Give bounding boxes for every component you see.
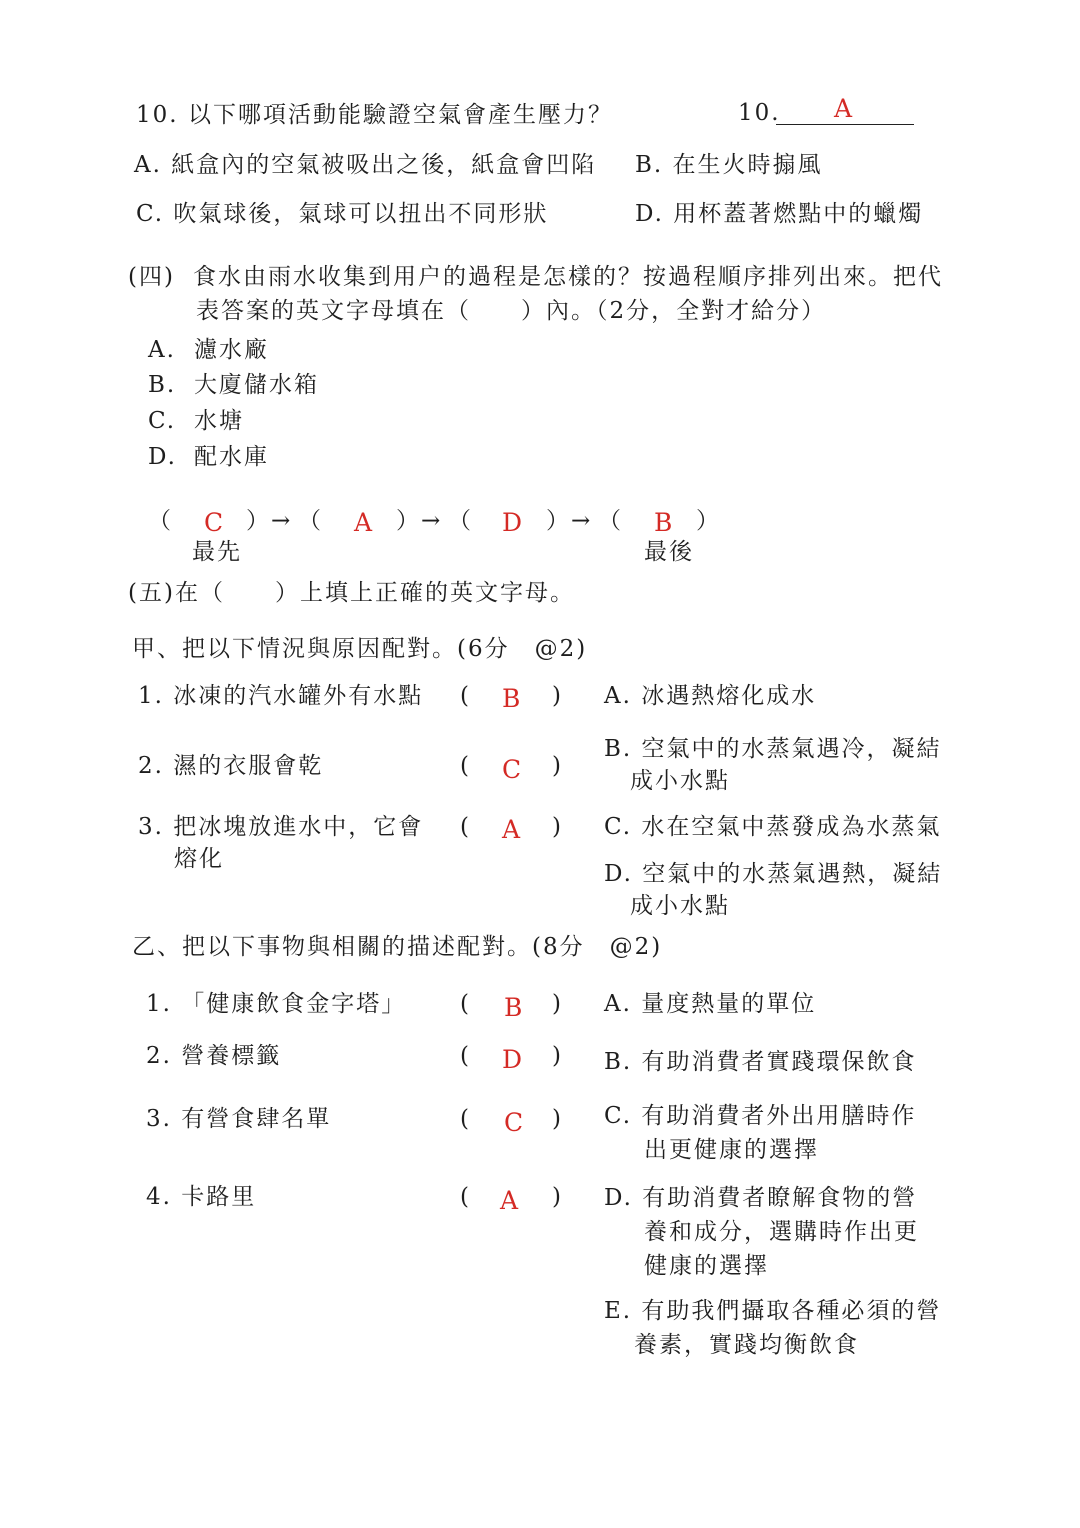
list-item-text: 濾水廠	[194, 337, 269, 363]
option-d: D. 用杯蓋著燃點中的蠟燭	[635, 201, 924, 227]
part-b-option: E. 有助我們攝取各種必須的營	[604, 1298, 942, 1324]
seq-close: ）→	[546, 508, 593, 534]
paren-close: )	[552, 1184, 563, 1210]
paren-open: (	[460, 991, 471, 1017]
part-a-item: 3. 把冰塊放進水中，它會	[138, 814, 424, 840]
seq-open: （	[448, 508, 473, 534]
part-a-title: 甲、把以下情況與原因配對。(6分 @2)	[132, 636, 588, 662]
seq-open: （	[298, 508, 323, 534]
part-b-item: 1. 「健康飲食金字塔」	[146, 991, 407, 1017]
paren-close: )	[552, 683, 563, 709]
answer-value: A	[834, 94, 855, 123]
first-label: 最先	[192, 539, 242, 565]
paren-open: (	[460, 1043, 471, 1069]
part-b-option-cont: 養素，實踐均衡飲食	[634, 1332, 859, 1358]
part-b-option: A. 量度熱量的單位	[604, 991, 817, 1017]
seq-answer: C	[204, 508, 226, 537]
section-label: (四)	[128, 264, 175, 290]
answer-number: 10.	[738, 100, 781, 126]
list-item-letter: C.	[148, 408, 177, 434]
part-b-option: B. 有助消費者實踐環保飲食	[604, 1049, 917, 1075]
part-b-answer: D	[502, 1045, 525, 1074]
paren-close: )	[552, 1043, 563, 1069]
paren-close: )	[552, 991, 563, 1017]
part-b-answer: A	[500, 1186, 521, 1215]
paren-close: )	[552, 1106, 563, 1132]
part-a-answer: A	[502, 815, 523, 844]
part-b-title: 乙、把以下事物與相關的描述配對。(8分 @2)	[132, 934, 663, 960]
part-a-option-cont: 成小水點	[630, 768, 730, 794]
option-b: B. 在生火時搧風	[635, 152, 823, 178]
question-text: 以下哪項活動能驗證空氣會產生壓力？	[188, 102, 613, 128]
seq-answer: A	[354, 508, 375, 537]
list-item-text: 大廈儲水箱	[194, 372, 319, 398]
seq-open: （	[598, 508, 623, 534]
paren-open: (	[460, 683, 471, 709]
part-b-option-cont: 養和成分，選購時作出更	[644, 1219, 919, 1245]
paren-close: )	[552, 814, 563, 840]
part-b-answer: B	[504, 993, 525, 1022]
seq-open: （	[148, 508, 173, 534]
last-label: 最後	[644, 539, 694, 565]
seq-answer: D	[502, 508, 525, 537]
option-c: C. 吹氣球後，氣球可以扭出不同形狀	[136, 201, 549, 227]
seq-close: ）→	[396, 508, 443, 534]
seq-close: ）→	[246, 508, 293, 534]
paren-open: (	[460, 1106, 471, 1132]
paren-open: (	[460, 1184, 471, 1210]
part-a-answer: B	[502, 684, 523, 713]
part-a-option: C. 水在空氣中蒸發成為水蒸氣	[604, 814, 942, 840]
part-b-item: 3. 有營食肆名單	[146, 1106, 332, 1132]
part-a-option: D. 空氣中的水蒸氣遇熱，凝結	[604, 861, 943, 887]
part-a-option: B. 空氣中的水蒸氣遇冷，凝結	[604, 736, 942, 762]
paren-open: (	[460, 753, 471, 779]
option-a: A. 紙盒內的空氣被吸出之後，紙盒會凹陷	[134, 152, 597, 178]
part-a-item: 2. 濕的衣服會乾	[138, 753, 324, 779]
part-a-item: 1. 冰凍的汽水罐外有水點	[138, 683, 424, 709]
paren-close: )	[552, 753, 563, 779]
part-a-option: A. 冰遇熱熔化成水	[604, 683, 817, 709]
part-b-option: D. 有助消費者瞭解食物的營	[604, 1185, 918, 1211]
part-b-option-cont: 健康的選擇	[644, 1253, 769, 1279]
paren-open: (	[460, 814, 471, 840]
list-item-text: 配水庫	[194, 444, 269, 470]
section-prompt-line1: 食水由雨水收集到用户的過程是怎樣的？按過程順序排列出來。把代	[193, 264, 943, 290]
seq-answer: B	[654, 508, 675, 537]
list-item-letter: D.	[148, 444, 177, 470]
list-item-text: 水塘	[194, 408, 244, 434]
part-b-item: 4. 卡路里	[146, 1184, 257, 1210]
section-prompt-line2: 表答案的英文字母填在（ ）內。（2分，全對才給分）	[196, 298, 827, 324]
list-item-letter: A.	[148, 337, 176, 363]
part-a-answer: C	[502, 755, 524, 784]
seq-close: ）	[696, 508, 721, 534]
list-item-letter: B.	[148, 372, 177, 398]
part-b-option: C. 有助消費者外出用膳時作	[604, 1103, 917, 1129]
part-b-answer: C	[504, 1108, 526, 1137]
part-a-option-cont: 成小水點	[630, 893, 730, 919]
part-a-item-cont: 熔化	[174, 846, 224, 872]
section5-title: (五)在（ ）上填上正確的英文字母。	[128, 580, 575, 606]
part-b-item: 2. 營養標籤	[146, 1043, 282, 1069]
question-number: 10.	[136, 102, 179, 128]
part-b-option-cont: 出更健康的選擇	[644, 1137, 819, 1163]
